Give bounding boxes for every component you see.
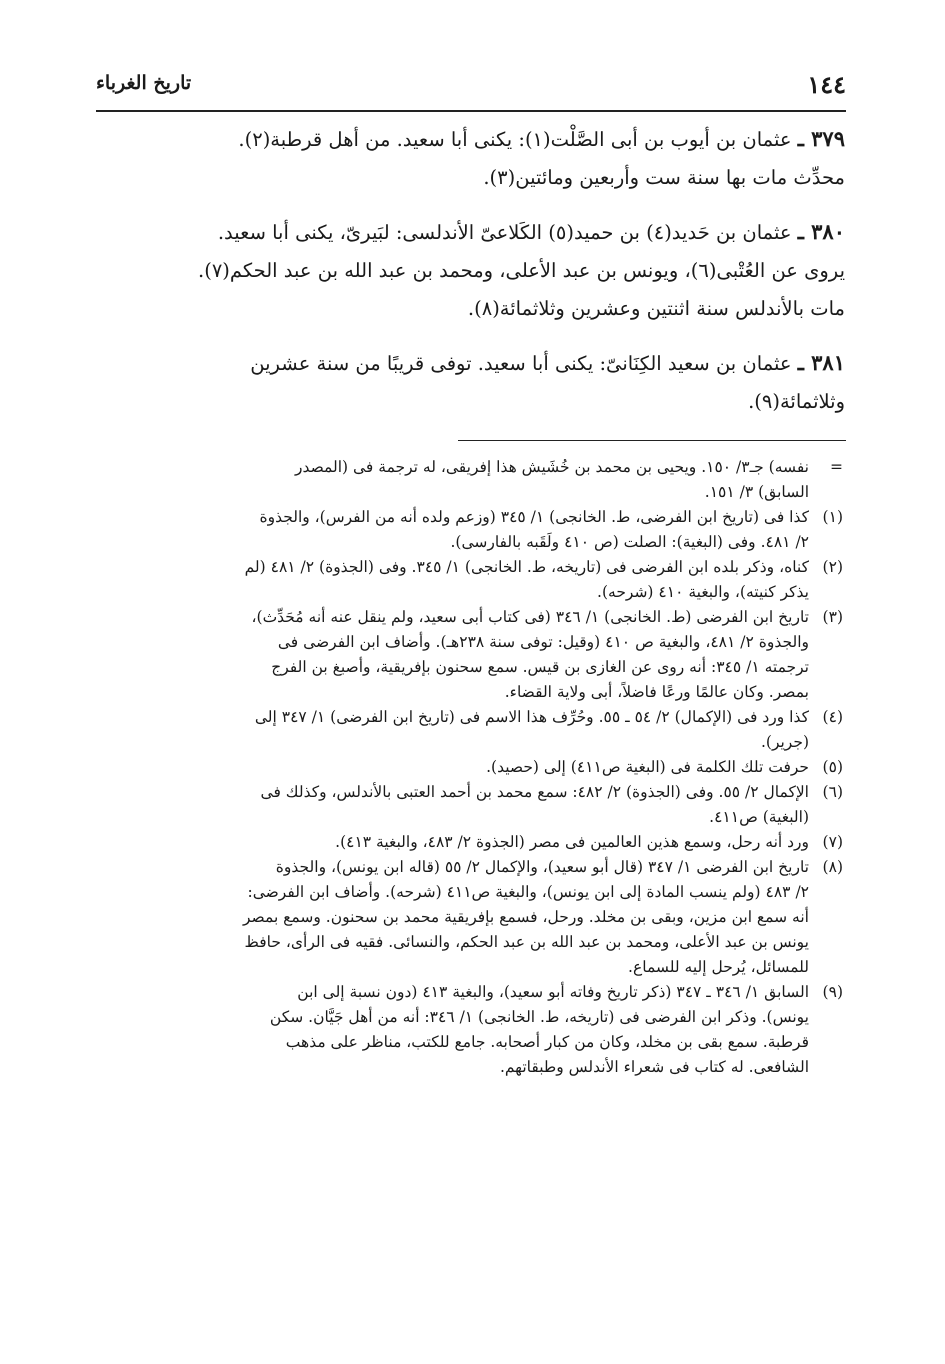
entry-line: مات بالأندلس سنة اثنتين وعشرين وثلاثمائة(٨). bbox=[467, 297, 845, 320]
footnote-line: السابق) ٣/ ١٥١. bbox=[704, 483, 809, 501]
footnote-3 bbox=[106, 605, 843, 705]
entry-line bbox=[100, 213, 845, 252]
footnote-marker: (٤) bbox=[822, 708, 843, 726]
entry-379 bbox=[100, 120, 845, 197]
main-text bbox=[100, 120, 845, 437]
entry-number: ٣٧٩ ـ bbox=[797, 126, 845, 151]
entry-380 bbox=[100, 213, 845, 328]
entry-line: محدِّث مات بها سنة ست وأربعين ومائتين(٣). bbox=[483, 166, 845, 189]
entry-381 bbox=[100, 344, 845, 421]
footnote-continued bbox=[106, 455, 843, 505]
footnote-line: يونس بن عبد الأعلى، ومحمد بن عبد الله بن عبد الحكم، والنسائى. فقيه فى الرأى، حافظ bbox=[244, 933, 809, 951]
footnote-text bbox=[106, 705, 809, 755]
footnote-marker: (٨) bbox=[822, 858, 843, 876]
entry-text: عثمان بن حَديد(٤) بن حميد(٥) الكَلاعىّ الأندلسى: لبَيرىّ، يكنى أبا سعيد. bbox=[217, 221, 792, 244]
footnote-marker: (١) bbox=[822, 508, 843, 526]
footnote-marker: (٧) bbox=[822, 833, 843, 851]
footnote-text bbox=[106, 830, 809, 855]
footnote-text bbox=[106, 980, 809, 1080]
footnote-6 bbox=[106, 780, 843, 830]
footnote-1 bbox=[106, 505, 843, 555]
footnote-9 bbox=[106, 980, 843, 1080]
entry-number: ٣٨٠ ـ bbox=[797, 219, 845, 244]
footnotes bbox=[106, 455, 843, 1080]
footnote-line: كذا ورد فى (الإكمال) ٢/ ٥٤ ـ ٥٥. وحُرِّف هذا الاسم فى (تاريخ ابن الفرضى) ١/ ٣٤٧ إلى bbox=[254, 708, 809, 726]
footnote-line: كناه، وذكر بلده ابن الفرضى فى (تاريخه، ط. الخانجى) ١/ ٣٤٥. وفى (الجذوة) ٢/ ٤٨١ (لم bbox=[244, 558, 809, 576]
footnote-text bbox=[106, 780, 809, 830]
page-header bbox=[96, 70, 846, 110]
footnote-marker: (٢) bbox=[822, 558, 843, 576]
entry-line: وثلاثمائة(٩). bbox=[748, 390, 845, 413]
entry-line: يروى عن العُتْبى(٦)، ويونس بن عبد الأعلى، ومحمد بن عبد الله بن عبد الحكم(٧). bbox=[198, 259, 845, 282]
footnote-line: يذكر كنيته)، والبغية ٤١٠ (شرحه). bbox=[597, 583, 809, 601]
footnote-marker: (٦) bbox=[822, 783, 843, 801]
footnote-line: أنه سمع ابن مزين، وبقى بن مخلد. ورحل، فسمع بإفريقية محمد بن سحنون. وسمع بمصر bbox=[242, 908, 809, 926]
footnote-line: الإكمال ٢/ ٥٥. وفى (الجذوة) ٢/ ٤٨٢: سمع محمد بن أحمد العتبى بالأندلس، وكذلك فى bbox=[260, 783, 809, 801]
footnote-line: الشافعى. له كتاب فى شعراء الأندلس وطبقاتهم. bbox=[499, 1058, 809, 1076]
footnote-marker: (٥) bbox=[822, 758, 843, 776]
footnote-5 bbox=[106, 755, 843, 780]
footnote-text bbox=[106, 855, 809, 980]
entry-line bbox=[100, 120, 845, 159]
footnote-line: تاريخ ابن الفرضى ١/ ٣٤٧ (قال أبو سعيد)، والإكمال ٢/ ٥٥ (قاله ابن يونس)، والجذوة bbox=[275, 858, 809, 876]
footnote-line: ترجمته ١/ ٣٤٥: أنه روى عن الغازى بن قيس. سمع سحنون بإفريقية، وأصبغ بن الفرج bbox=[271, 658, 809, 676]
entry-number: ٣٨١ ـ bbox=[797, 350, 845, 375]
footnote-line: ٢/ ٤٨١. وفى (البغية): الصلت (ص ٤١٠ ولَقَبه بالفارسى). bbox=[450, 533, 809, 551]
footnote-line: بمصر. وكان عالمًا ورعًا فاضلاً، أبى ولاية القضاء. bbox=[504, 683, 809, 701]
footnote-8 bbox=[106, 855, 843, 980]
footnote-line: حرفت تلك الكلمة فى (البغية ص٤١١) إلى (حصيد). bbox=[486, 758, 809, 776]
footnote-line: للمسائل، يُرحل إليه للسماع. bbox=[628, 958, 809, 976]
footnote-text bbox=[106, 605, 809, 705]
entry-line bbox=[100, 344, 845, 383]
header-rule bbox=[96, 110, 846, 112]
footnote-line: قرطبة. سمع بقى بن مخلد، وكان من كبار أصحابه. جامع للكتب، مناظر على مذهب bbox=[285, 1033, 809, 1051]
page-number: ١٤٤ bbox=[807, 70, 846, 99]
footnote-marker: (٣) bbox=[822, 608, 843, 626]
footnote-text bbox=[106, 555, 809, 605]
footnote-7 bbox=[106, 830, 843, 855]
footnote-line: (البغية) ص٤١١. bbox=[709, 808, 809, 826]
footnote-marker: (٩) bbox=[822, 983, 843, 1001]
footnote-line: كذا فى (تاريخ ابن الفرضى، ط. الخانجى) ١/ ٣٤٥ (وزعم ولده أنه من الفرس)، والجذوة bbox=[259, 508, 809, 526]
running-title: تاريخ الغرباء bbox=[96, 72, 192, 94]
footnote-text bbox=[106, 505, 809, 555]
footnote-line: ٢/ ٤٨٣ (ولم ينسب المادة إلى ابن يونس)، والبغية ص٤١١ (شرحه). وأضاف ابن الفرضى: bbox=[247, 883, 809, 901]
footnote-line: تاريخ ابن الفرضى (ط. الخانجى) ١/ ٣٤٦ (فى كتاب أبى سعيد، ولم ينقل عنه أنه مُحَدِّث)، bbox=[251, 608, 809, 626]
footnote-line: والجذوة ٢/ ٤٨١، والبغية ص ٤١٠ (وقيل: توفى سنة ٢٣٨هـ). وأضاف ابن الفرضى فى bbox=[277, 633, 809, 651]
footnote-line: نفسه) جـ٣/ ١٥٠. ويحيى بن محمد بن خُشَيش هذا إفريقى، له ترجمة فى (المصدر bbox=[294, 458, 809, 476]
footnote-line: (جرير). bbox=[760, 733, 809, 751]
footnote-text bbox=[106, 755, 809, 780]
footnote-line: يونس). وذكر ابن الفرضى فى (تاريخه، ط. الخانجى) ١/ ٣٤٦: أنه من أهل جَيَّان. سكن bbox=[269, 1008, 809, 1026]
footnote-2 bbox=[106, 555, 843, 605]
footnote-4 bbox=[106, 705, 843, 755]
footnote-line: السابق ١/ ٣٤٦ ـ ٣٤٧ (ذكر تاريخ وفاته أبو سعيد)، والبغية ٤١٣ (دون نسبة إلى ابن bbox=[297, 983, 809, 1001]
footnote-separator bbox=[458, 440, 846, 441]
footnote-text bbox=[106, 455, 809, 505]
entry-text: عثمان بن أيوب بن أبى الصَّلْت(١): يكنى أبا سعيد. من أهل قرطبة(٢). bbox=[238, 128, 792, 151]
footnote-line: ورد أنه رحل، وسمع هذين العالمين فى مصر (الجذوة ٢/ ٤٨٣، والبغية ٤١٣). bbox=[335, 833, 809, 851]
footnote-marker: = bbox=[830, 458, 843, 476]
entry-text: عثمان بن سعيد الكِنَانىّ: يكنى أبا سعيد. توفى قريبًا من سنة عشرين bbox=[250, 352, 792, 375]
